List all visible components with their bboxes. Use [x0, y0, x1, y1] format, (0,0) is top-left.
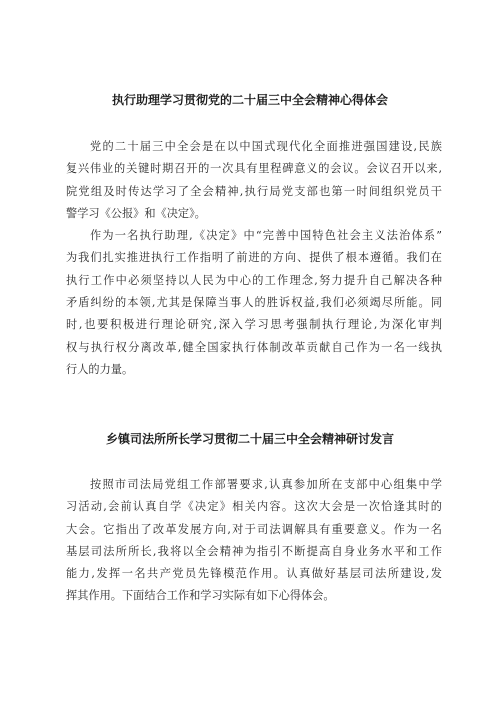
- paragraph-line: 行人的力量。: [66, 362, 134, 376]
- article-1-title: 执行助理学习贯彻党的二十届三中全会精神心得体会: [111, 93, 388, 107]
- paragraph-line: 时,也要积极进行理论研究,深入学习思考强制执行理论,为深化审判: [66, 318, 442, 332]
- article-1-body: [66, 136, 442, 381]
- paragraph-line: 复兴伟业的关键时期召开的一次具有里程碑意义的会议。会议召开以来,: [66, 162, 442, 176]
- article-2-title: 乡镇司法所所长学习贯彻二十届三中全会精神研讨发言: [105, 432, 394, 446]
- paragraph-line: 为我们扎实推进执行工作指明了前进的方向、提供了根本遵循。我们在: [66, 251, 442, 265]
- paragraph-line: 能力,发挥一名共产党员先锋模范作用。认真做好基层司法所建设,发: [66, 567, 442, 581]
- paragraph-line: 习活动,会前认真自学《决定》相关内容。这次大会是一次恰逢其时的: [66, 500, 442, 514]
- paragraph-line: 党的二十届三中全会是在以中国式现代化全面推进强国建设,民族: [90, 140, 442, 153]
- paragraph-line: 作为一名执行助理,《决定》中“完善中国特色社会主义法治体系”: [90, 229, 442, 243]
- paragraph-line: 大会。它指出了改革发展方向,对于司法调解具有重要意义。作为一名: [66, 522, 442, 536]
- paragraph-line: 执行工作中必须坚持以人民为中心的工作理念,努力提升自己解决各种: [66, 273, 442, 287]
- paragraph-line: 矛盾纠纷的本领,尤其是保障当事人的胜诉权益,我们必须竭尽所能。同: [66, 296, 442, 310]
- paragraph-line: 基层司法所所长,我将以全会精神为指引不断提高自身业务水平和工作: [66, 544, 442, 558]
- paragraph-line: 院党组及时传达学习了全会精神,执行局党支部也第一时间组织党员干: [66, 184, 442, 198]
- article-2-body: [66, 474, 442, 608]
- paragraph-line: 按照市司法局党组工作部署要求,认真参加所在支部中心组集中学: [90, 478, 442, 491]
- paragraph-line: 权与执行权分离改革,健全国家执行体制改革贡献自己作为一名一线执: [66, 340, 442, 354]
- paragraph-line: 警学习《公报》和《决定》。: [66, 206, 206, 220]
- paragraph-line: 挥其作用。下面结合工作和学习实际有如下心得体会。: [66, 589, 335, 603]
